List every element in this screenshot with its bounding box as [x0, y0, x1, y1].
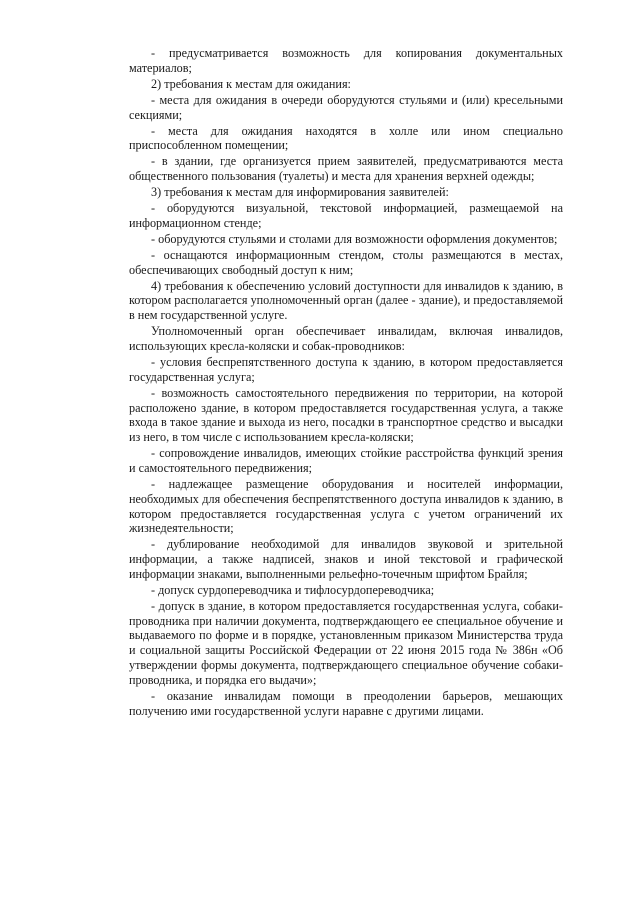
- paragraph-authority-provides: Уполномоченный орган обеспечивает инвалидам, включая инвалидов, использующих кресла-коляски и собак-проводников:: [129, 324, 563, 354]
- paragraph-waiting-seats: - места для ожидания в очереди оборудуются стульями и (или) кресельными секциями;: [129, 92, 563, 122]
- paragraph-waiting-requirements: 2) требования к местам для ожидания:: [151, 76, 351, 91]
- paragraph-stand-access: - оснащаются информационным стендом, столы размещаются в местах, обеспечивающих свободный доступ к ним;: [129, 247, 563, 277]
- paragraph-guide-dog: - допуск в здание, в котором предоставляется государственная услуга, собаки-проводника при наличии документа, подтверждающего ее специальное обучение и выдаваемого по форме и в порядке, установленным приказом Министерства труда и социальной защиты Российской Федерации от 22 июня 2015 года № 386н «Об утверждении формы документа, подтверждающего специальное обучение собаки-проводника, и порядка его выдачи»;: [129, 598, 563, 687]
- paragraph-barrier-help: - оказание инвалидам помощи в преодолении барьеров, мешающих получению ими государственной услуги наравне с другими лицами.: [129, 688, 563, 718]
- paragraph-accessibility-requirements: 4) требования к обеспечению условий доступности для инвалидов к зданию, в котором располагается уполномоченный орган (далее - здание), и предоставляемой в нем государственной услуге.: [129, 278, 563, 323]
- paragraph-info-stand: - оборудуются визуальной, текстовой информацией, размещаемой на информационном стенде;: [129, 201, 563, 230]
- paragraph-equipment-placement: - надлежащее размещение оборудования и носителей информации, необходимых для обеспечения беспрепятственного доступа инвалидов к зданию, в котором предоставляется государственная услуга с учетом ограничений их жизнедеятельности;: [129, 476, 563, 536]
- paragraph-informing-requirements: 3) требования к местам для информирования заявителей:: [151, 185, 449, 200]
- paragraph-chairs-tables: - оборудуются стульями и столами для возможности оформления документов;: [151, 231, 558, 246]
- paragraph-escort: - сопровождение инвалидов, имеющих стойкие расстройства функций зрения и самостоятельного передвижения;: [129, 446, 563, 475]
- paragraph-braille-duplication: - дублирование необходимой для инвалидов звуковой и зрительной информации, а также надписей, знаков и иной текстовой и графической информации знаками, выполненными рельефно-точечным шрифтом Брайля;: [129, 537, 563, 581]
- document-body: [129, 46, 563, 720]
- paragraph-copying-materials: - предусматривается возможность для копирования документальных материалов;: [129, 46, 563, 75]
- paragraph-sign-interpreter: - допуск сурдопереводчика и тифлосурдопереводчика;: [151, 582, 435, 597]
- paragraph-unobstructed-access: - условия беспрепятственного доступа к зданию, в котором предоставляется государственная услуга;: [129, 355, 563, 384]
- paragraph-public-facilities: - в здании, где организуется прием заявителей, предусматриваются места общественного пользования (туалеты) и места для хранения верхней одежды;: [129, 154, 563, 184]
- paragraph-waiting-hall: - места для ожидания находятся в холле или ином специально приспособленном помещении;: [129, 123, 563, 153]
- paragraph-independent-movement: - возможность самостоятельного передвижения по территории, на которой расположено здание, в котором предоставляется государственная услуга, а также входа в такое здание и выхода из него, посадки в транспортное средство и высадки из него, в том числе с использованием кресла-коляски;: [129, 385, 563, 445]
